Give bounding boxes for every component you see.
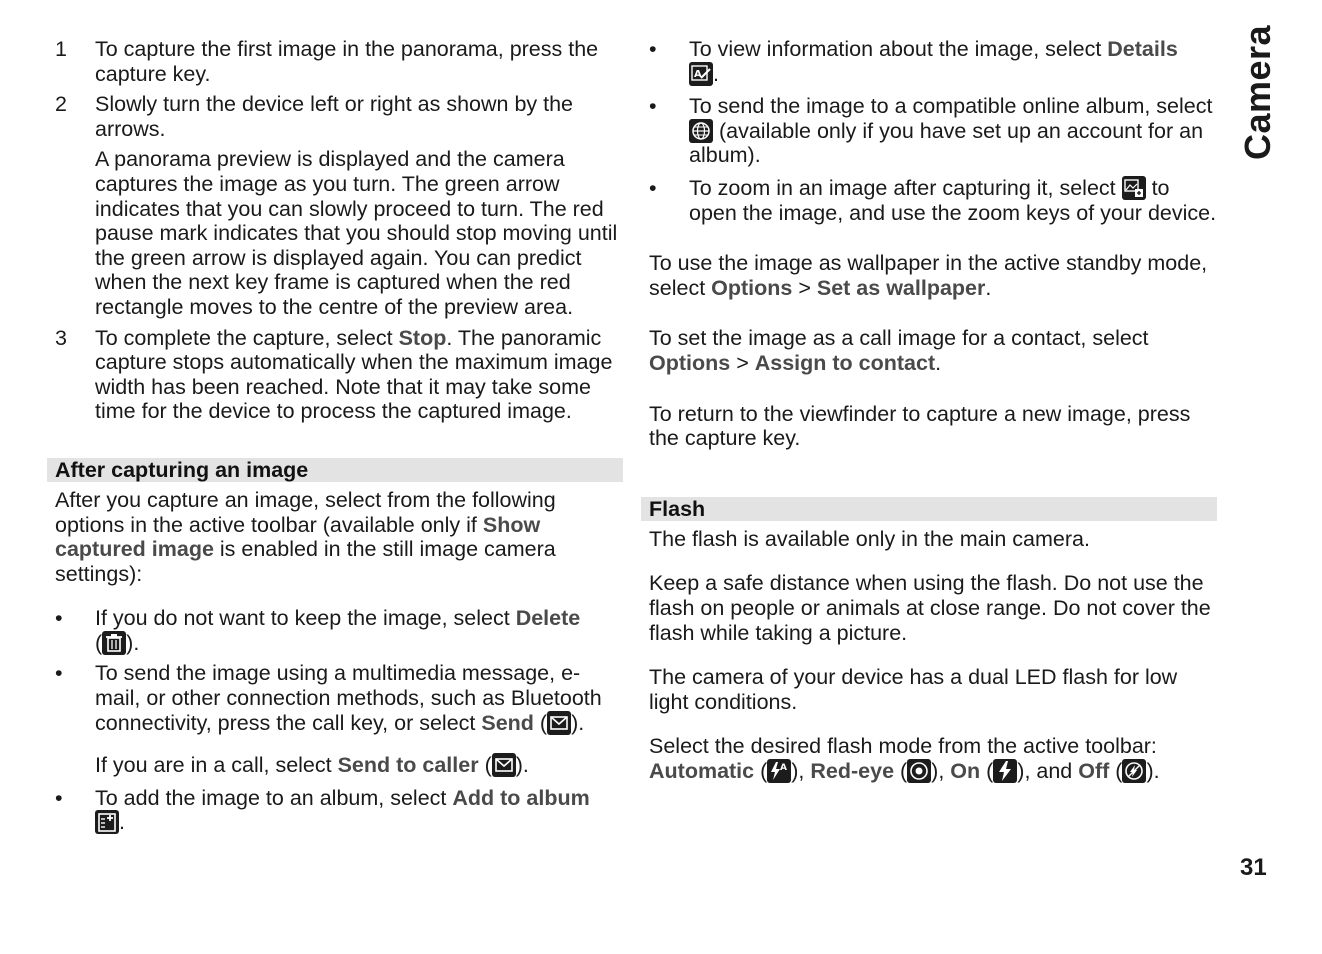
options-menu: Options [711, 275, 793, 300]
flash-auto-icon [767, 759, 791, 783]
bullet-zoom: • To zoom in an image after capturing it, select to open the image, and use the zoom keys of your device. [649, 175, 1217, 225]
bullet-dot: • [649, 37, 657, 61]
set-as-wallpaper-option: Set as wallpaper [816, 275, 986, 300]
section-heading-flash: Flash [641, 497, 1217, 521]
bullet-dot: • [649, 175, 657, 200]
bullet-dot: • [55, 661, 63, 686]
step-text: Slowly turn the device left or right as shown by the arrows. [95, 92, 574, 141]
globe-icon [689, 119, 713, 143]
return-paragraph: To return to the viewfinder to capture a new image, press the capture key. [649, 401, 1191, 451]
bullet-delete: • If you do not want to keep the image, select Delete ( ). [55, 606, 581, 655]
contact-paragraph: To set the image as a call image for a contact, select Options > Assign to contact. [649, 326, 1149, 375]
bullet-details: • To view information about the image, select Details A . [649, 37, 1178, 86]
details-option: Details [1107, 37, 1178, 61]
page-number: 31 [1240, 854, 1267, 881]
step-3 [55, 326, 621, 424]
flash-red-eye-option: Red-eye [810, 758, 895, 783]
flash-paragraph-1: The flash is available only in the main camera. [649, 526, 1090, 551]
options-menu: Options [649, 350, 731, 375]
intro-paragraph: After you capture an image, select from the following options in the active toolbar (available only if Show captured image is enabled in the still image camera settings): [55, 487, 556, 586]
bullet-send-to-caller: If you are in a call, select Send to caller ( ). [95, 753, 529, 778]
flash-paragraph-4: Select the desired flash mode from the active toolbar: Automatic ( A ), Red-eye ( ), On ( ), and Off ( ). [649, 734, 1160, 783]
flash-on-option: On [950, 758, 981, 783]
step-number: 2 [55, 92, 67, 117]
envelope-icon [492, 753, 516, 777]
envelope-icon [547, 711, 571, 735]
bullet-online-album: • To send the image to a compatible online album, select (available only if you have set up an account for an album). [649, 94, 1213, 168]
bullet-add-to-album: • To add the image to an album, select Add to album . [55, 785, 590, 835]
stop-option: Stop [398, 325, 447, 350]
step-2-detail [55, 147, 621, 319]
svg-text:A: A [694, 68, 702, 80]
left-column [55, 37, 621, 835]
bullet-dot: • [649, 94, 657, 119]
chapter-title: Camera [1237, 24, 1278, 160]
flash-on-icon [993, 759, 1017, 783]
right-column [649, 37, 1217, 783]
step-text: To complete the capture, select Stop. The panoramic capture stops automatically when the maximum image width has been reached. Note that it may take some time for the device to process the captured image. [95, 325, 613, 424]
step-number: 1 [55, 37, 67, 61]
step-text: To capture the first image in the panorama, press the capture key. [95, 37, 599, 86]
send-to-caller-option: Send to caller [337, 753, 479, 778]
bullet-send: • To send the image using a multimedia message, e-mail, or other connection methods, such as Bluetooth connectivity, press the call key, or select Send ( ). [55, 661, 602, 735]
bullet-dot: • [55, 606, 63, 631]
add-album-icon [95, 810, 119, 834]
flash-off-icon [1122, 759, 1146, 783]
section-heading-after-capturing: After capturing an image [47, 458, 623, 482]
delete-icon [102, 631, 126, 655]
delete-option: Delete [515, 606, 581, 631]
add-to-album-option: Add to album [452, 785, 590, 810]
step-number: 3 [55, 325, 67, 350]
send-option: Send [481, 710, 534, 735]
assign-to-contact-option: Assign to contact [754, 350, 936, 375]
flash-off-option: Off [1078, 758, 1110, 783]
flash-automatic-option: Automatic [649, 758, 755, 783]
step-2 [55, 92, 621, 141]
bullet-dot: • [55, 785, 63, 810]
red-eye-icon [907, 759, 931, 783]
svg-text:A: A [780, 762, 788, 773]
zoom-icon [1122, 176, 1146, 200]
flash-paragraph-3: The camera of your device has a dual LED flash for low light conditions. [649, 665, 1178, 714]
step-text: A panorama preview is displayed and the camera captures the image as you turn. The green arrow indicates that you can slowly proceed to turn. The red pause mark indicates that you should stop moving until the green arrow is displayed again. You can predict when the next key frame is captured when the red rectangle moves to the centre of the preview area. [95, 147, 618, 319]
step-1 [55, 37, 621, 86]
chapter-side-tab [1237, 24, 1278, 160]
flash-paragraph-2: Keep a safe distance when using the flash. Do not use the flash on people or animals at close range. Do not cover the flash while taking a picture. [649, 571, 1211, 645]
details-icon [689, 62, 713, 86]
wallpaper-paragraph: To use the image as wallpaper in the active standby mode, select Options > Set as wallpaper. [649, 251, 1208, 300]
